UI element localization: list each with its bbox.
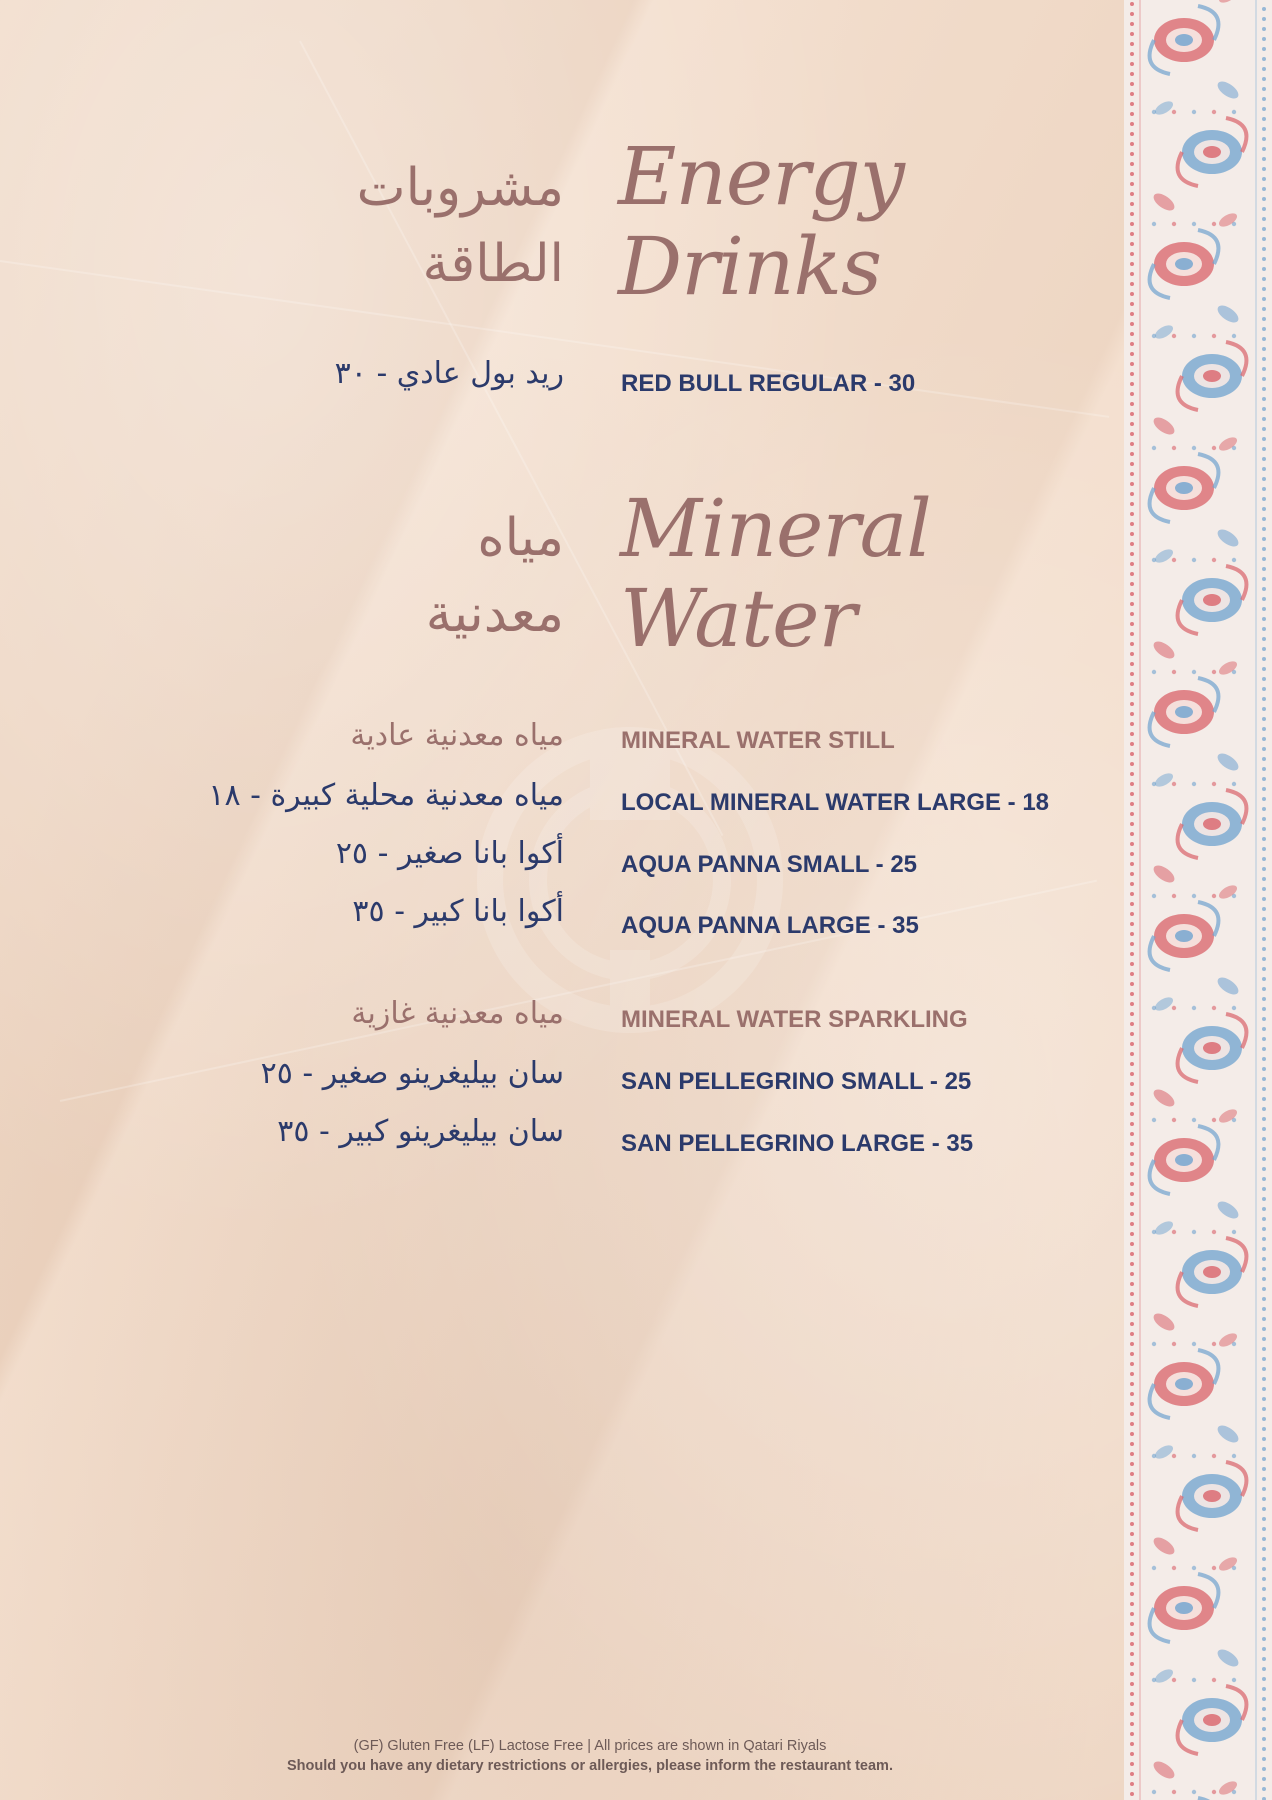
menu-item-ar: أكوا بانا صغير - ٢٥ xyxy=(335,836,564,871)
menu-item-en: RED BULL REGULAR - 30 xyxy=(621,370,916,397)
water-title-en-line2: Water xyxy=(620,572,856,665)
menu-item-ar: سان بيليغرينو كبير - ٣٥ xyxy=(277,1114,564,1149)
watermark-logo xyxy=(470,720,790,1040)
menu-item-en: LOCAL MINERAL WATER LARGE - 18 xyxy=(621,789,1050,816)
energy-title-ar xyxy=(357,150,564,302)
water-title-ar-line2: معدنية xyxy=(425,584,564,644)
footer-note-line1: (GF) Gluten Free (LF) Lactose Free | All prices are shown in Qatari Riyals xyxy=(353,1738,827,1754)
water-title-en xyxy=(620,484,931,664)
energy-title-ar-line2: الطاقة xyxy=(422,234,564,294)
water-title-ar-line1: مياه xyxy=(477,508,564,568)
menu-item-en: AQUA PANNA SMALL - 25 xyxy=(621,851,918,878)
energy-title-en-line1: Energy xyxy=(618,130,904,223)
footer-note-line2: Should you have any dietary restrictions or allergies, please inform the restaurant team. xyxy=(287,1758,893,1774)
menu-item-en: SAN PELLEGRINO LARGE - 35 xyxy=(621,1130,974,1157)
menu-item-en: SAN PELLEGRINO SMALL - 25 xyxy=(621,1068,972,1095)
menu-item-ar: أكوا بانا كبير - ٣٥ xyxy=(352,894,564,929)
energy-title-ar-line1: مشروبات xyxy=(356,158,564,218)
menu-item-en: AQUA PANNA LARGE - 35 xyxy=(621,912,919,939)
floral-pattern xyxy=(1124,0,1272,1800)
decorative-border xyxy=(1124,0,1272,1800)
menu-item-ar: مياه معدنية محلية كبيرة - ١٨ xyxy=(208,778,564,813)
menu-item-ar: سان بيليغرينو صغير - ٢٥ xyxy=(260,1056,564,1091)
water-title-en-line1: Mineral xyxy=(620,482,931,575)
subheading-still-en: MINERAL WATER STILL xyxy=(621,727,895,754)
subheading-still-ar: مياه معدنية عادية xyxy=(350,718,564,753)
menu-item-ar: ريد بول عادي - ٣٠ xyxy=(334,356,564,391)
energy-title-en-line2: Drinks xyxy=(618,220,882,313)
energy-title-en xyxy=(618,132,904,312)
subheading-sparkling-en: MINERAL WATER SPARKLING xyxy=(621,1006,968,1033)
water-title-ar xyxy=(426,500,564,652)
subheading-sparkling-ar: مياه معدنية غازية xyxy=(351,996,564,1031)
